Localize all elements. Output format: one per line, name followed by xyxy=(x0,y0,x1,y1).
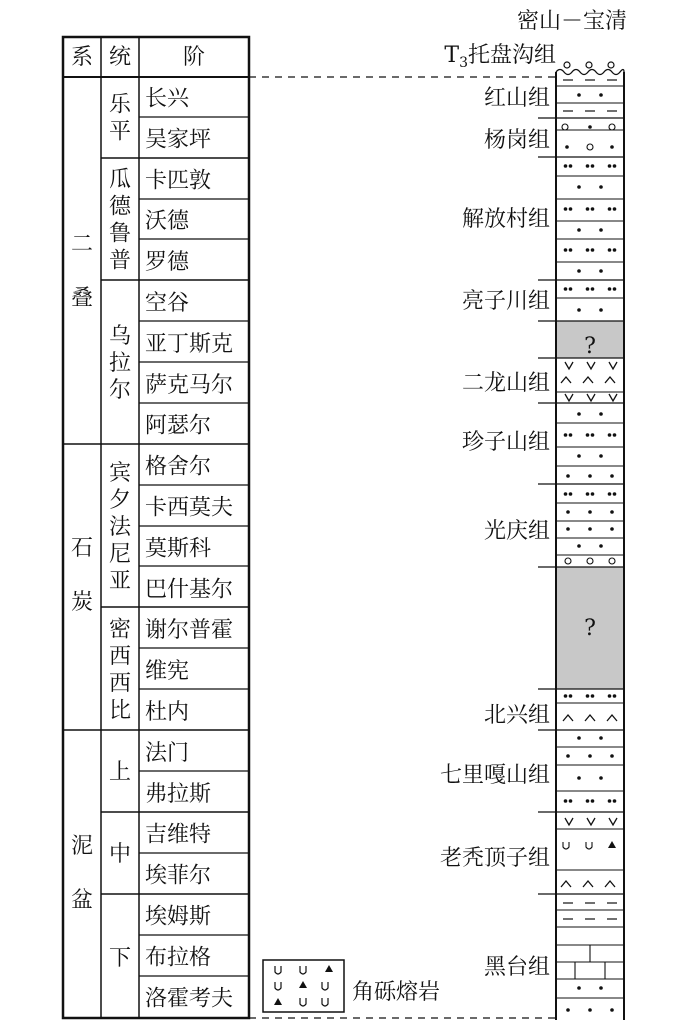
system-devonian-char: 泥 xyxy=(70,834,94,859)
pattern-caret xyxy=(605,881,615,887)
top-formation-name: 托盘沟组 xyxy=(467,43,556,68)
column-top-pebbles xyxy=(564,62,614,68)
stage-label: 谢尔普霍 xyxy=(145,618,234,644)
pattern-dot xyxy=(613,287,617,291)
pattern-dot xyxy=(564,492,568,496)
series-pennsylvanian-char: 宾 xyxy=(108,461,132,486)
pattern-dot xyxy=(586,694,590,698)
pattern-dot xyxy=(569,207,573,211)
system-carboniferous-char: 石 xyxy=(70,536,94,561)
pattern-dot xyxy=(591,207,595,211)
pattern-vee xyxy=(565,818,573,825)
top-formation-t: T xyxy=(444,43,460,68)
pebble-1 xyxy=(564,62,570,68)
pattern-dot xyxy=(613,492,617,496)
system-carboniferous-char: 炭 xyxy=(70,590,94,615)
stage-label: 沃德 xyxy=(145,209,190,235)
system-permian-char: 二 xyxy=(70,232,94,257)
pattern-dot xyxy=(610,754,614,758)
stage-label: 布拉格 xyxy=(145,945,212,971)
series-upper-devonian-char: 上 xyxy=(108,760,132,785)
lithology-patterns xyxy=(561,80,617,1012)
pattern-dot xyxy=(569,492,573,496)
stage-label: 空谷 xyxy=(145,290,190,316)
pattern-dot xyxy=(569,433,573,437)
stage-label: 卡西莫夫 xyxy=(145,495,234,521)
pattern-dot xyxy=(586,799,590,803)
pattern-dot xyxy=(608,207,612,211)
pattern-dot xyxy=(564,287,568,291)
pattern-caret xyxy=(605,377,615,383)
stage-label: 莫斯科 xyxy=(145,536,212,562)
pattern-dot xyxy=(569,248,573,252)
pattern-dot xyxy=(610,510,614,514)
pattern-dot xyxy=(586,248,590,252)
pattern-u xyxy=(563,842,569,849)
pattern-dot xyxy=(613,164,617,168)
series-pennsylvanian-char: 法 xyxy=(108,515,132,540)
series-pennsylvanian-char: 尼 xyxy=(108,542,132,567)
pattern-dot xyxy=(577,185,581,189)
formation-erlongshan: 二龙山组 xyxy=(461,371,550,396)
pattern-caret xyxy=(583,377,593,383)
pattern-dot xyxy=(577,228,581,232)
pattern-dot xyxy=(608,433,612,437)
pattern-dot xyxy=(591,248,595,252)
pattern-dot xyxy=(588,1008,592,1012)
pattern-dot xyxy=(591,694,595,698)
pattern-dot xyxy=(586,207,590,211)
pattern-dot xyxy=(599,736,603,740)
pattern-dot xyxy=(569,164,573,168)
stage-label: 洛霍考夫 xyxy=(145,986,234,1012)
legend-label: 角砾熔岩 xyxy=(352,980,441,1005)
pattern-dot xyxy=(577,986,581,990)
series-middle-devonian-char: 中 xyxy=(108,842,132,867)
series-mississippian-char: 比 xyxy=(108,698,132,724)
series-guadalupian-char: 普 xyxy=(108,248,132,274)
pattern-vee xyxy=(587,818,595,825)
pattern-caret xyxy=(561,377,571,383)
pattern-dot xyxy=(564,248,568,252)
pattern-dot xyxy=(591,492,595,496)
series-mississippian-char: 西 xyxy=(108,671,132,697)
stage-label: 杜内 xyxy=(145,699,190,725)
formation-labels xyxy=(440,86,624,980)
pattern-dot xyxy=(588,474,592,478)
series-guadalupian-char: 瓜 xyxy=(108,167,132,193)
pattern-dot xyxy=(610,527,614,531)
pattern-dot xyxy=(613,694,617,698)
pattern-dot xyxy=(610,474,614,478)
stage-label: 吉维特 xyxy=(145,822,212,848)
pattern-dot xyxy=(564,164,568,168)
stage-labels xyxy=(145,86,233,1011)
lithologic-column xyxy=(556,80,624,1012)
series-lopingian-char: 平 xyxy=(108,119,132,145)
series-pennsylvanian-char: 亚 xyxy=(108,569,132,594)
pattern-dot xyxy=(599,776,603,780)
pattern-vee xyxy=(609,362,617,369)
pattern-dot xyxy=(566,510,570,514)
pattern-dot xyxy=(565,145,569,149)
pattern-vee xyxy=(609,818,617,825)
pattern-dot xyxy=(591,433,595,437)
header-series: 统 xyxy=(108,45,132,70)
stage-label: 卡匹敦 xyxy=(145,168,212,194)
series-lower-devonian-char: 下 xyxy=(108,946,132,971)
series-cisuralian-char: 拉 xyxy=(108,351,132,376)
pattern-dot xyxy=(613,433,617,437)
formation-jiefangcun: 解放村组 xyxy=(461,207,550,232)
pattern-vee xyxy=(565,394,573,401)
formation-hongshan: 红山组 xyxy=(483,86,550,111)
pattern-triangle xyxy=(608,841,616,848)
formation-gap-2: ? xyxy=(584,616,596,641)
pattern-dot xyxy=(588,754,592,758)
legend xyxy=(263,960,440,1012)
stage-label: 长兴 xyxy=(145,86,190,112)
pattern-pebble xyxy=(587,558,593,564)
pattern-dot xyxy=(613,207,617,211)
pattern-dot xyxy=(577,736,581,740)
stage-label: 维宪 xyxy=(145,659,190,685)
pattern-dot xyxy=(588,125,592,129)
series-pennsylvanian-char: 夕 xyxy=(108,488,132,513)
pattern-dot xyxy=(577,308,581,312)
pattern-dot xyxy=(577,93,581,97)
system-labels xyxy=(71,232,93,913)
formation-laotudingzi: 老秃顶子组 xyxy=(439,846,550,871)
pattern-dot xyxy=(599,228,603,232)
header-stage: 阶 xyxy=(182,45,206,70)
pattern-dot xyxy=(599,308,603,312)
pattern-dot xyxy=(591,287,595,291)
top-formation-subscript: 3 xyxy=(459,55,468,71)
formation-heitai: 黑台组 xyxy=(483,955,550,980)
pattern-dot xyxy=(577,412,581,416)
column-wavy-top xyxy=(556,70,624,75)
pattern-dot xyxy=(610,1008,614,1012)
pattern-dot xyxy=(566,1008,570,1012)
pattern-dot xyxy=(566,474,570,478)
pattern-dot xyxy=(591,799,595,803)
stage-label: 阿瑟尔 xyxy=(145,413,212,439)
pattern-dot xyxy=(599,986,603,990)
pattern-dot xyxy=(591,164,595,168)
pattern-vee xyxy=(587,394,595,401)
pattern-dot xyxy=(577,269,581,273)
stage-label: 弗拉斯 xyxy=(145,781,212,807)
pattern-pebble xyxy=(565,558,571,564)
pattern-dot xyxy=(564,433,568,437)
pattern-dot xyxy=(586,287,590,291)
section-title: 密山－宝清 xyxy=(516,9,628,34)
stage-label: 格舍尔 xyxy=(145,454,212,480)
pattern-caret xyxy=(561,881,571,887)
pattern-dot xyxy=(569,799,573,803)
system-devonian-char: 盆 xyxy=(70,888,94,913)
formation-zhenzishan: 珍子山组 xyxy=(461,430,550,455)
pattern-dot xyxy=(564,207,568,211)
pattern-vee xyxy=(565,362,573,369)
pattern-caret xyxy=(583,881,593,887)
pattern-dot xyxy=(610,145,614,149)
formation-qiligashan: 七里嘎山组 xyxy=(439,763,550,788)
pattern-u xyxy=(586,842,592,849)
series-labels xyxy=(109,93,132,972)
formation-yanggang: 杨岗组 xyxy=(483,128,550,153)
pattern-dot xyxy=(586,164,590,168)
pebble-2 xyxy=(586,62,592,68)
series-mississippian-char: 西 xyxy=(108,644,132,670)
pattern-dot xyxy=(608,287,612,291)
formation-beixing: 北兴组 xyxy=(483,703,550,728)
pattern-caret xyxy=(607,715,617,721)
pattern-vee xyxy=(609,394,617,401)
series-lopingian-char: 乐 xyxy=(108,92,132,118)
pattern-dot xyxy=(613,248,617,252)
pattern-dot xyxy=(586,433,590,437)
pattern-dot xyxy=(588,527,592,531)
stage-label: 萨克马尔 xyxy=(145,372,234,398)
pattern-dot xyxy=(599,93,603,97)
pattern-dot xyxy=(608,799,612,803)
pattern-dot xyxy=(569,287,573,291)
pattern-vee xyxy=(587,362,595,369)
pattern-dot xyxy=(599,544,603,548)
pattern-dot xyxy=(608,492,612,496)
pattern-caret xyxy=(563,715,573,721)
bed-lines xyxy=(556,86,624,998)
pattern-pebble xyxy=(562,124,568,130)
stage-label: 罗德 xyxy=(145,250,190,276)
stage-label: 吴家坪 xyxy=(145,127,212,153)
pattern-dot xyxy=(577,776,581,780)
pattern-dot xyxy=(564,694,568,698)
pattern-dot xyxy=(613,799,617,803)
pebble-3 xyxy=(608,62,614,68)
series-mississippian-char: 密 xyxy=(108,617,132,643)
pattern-pebble xyxy=(609,558,615,564)
series-cisuralian-char: 乌 xyxy=(108,324,132,349)
pattern-pebble xyxy=(587,144,593,150)
pattern-dot xyxy=(608,164,612,168)
stage-label: 巴什基尔 xyxy=(145,577,234,603)
series-cisuralian-char: 尔 xyxy=(108,378,132,403)
pattern-dot xyxy=(599,269,603,273)
top-formation-prefix xyxy=(444,43,468,71)
system-permian-char: 叠 xyxy=(70,286,94,311)
stage-label: 埃姆斯 xyxy=(145,904,212,930)
header-system: 系 xyxy=(70,45,94,70)
stage-label: 法门 xyxy=(145,740,190,766)
pattern-dot xyxy=(599,185,603,189)
pattern-dot xyxy=(588,510,592,514)
formation-liangzichuan: 亮子川组 xyxy=(461,289,550,314)
pattern-dot xyxy=(608,694,612,698)
pattern-caret xyxy=(585,715,595,721)
pattern-dot xyxy=(586,492,590,496)
pattern-pebble xyxy=(609,124,615,130)
series-guadalupian-char: 鲁 xyxy=(108,221,132,247)
pattern-dot xyxy=(566,527,570,531)
pattern-dot xyxy=(569,694,573,698)
pattern-dot xyxy=(566,754,570,758)
pattern-dot xyxy=(599,412,603,416)
formation-gap-1: ? xyxy=(584,334,596,359)
series-guadalupian-char: 德 xyxy=(108,194,132,220)
stage-label: 亚丁斯克 xyxy=(145,331,234,357)
pattern-dot xyxy=(577,454,581,458)
pattern-dot xyxy=(599,454,603,458)
pattern-dot xyxy=(577,544,581,548)
pattern-dot xyxy=(608,248,612,252)
pattern-dot xyxy=(564,799,568,803)
stage-label: 埃菲尔 xyxy=(145,863,212,889)
formation-guangqing: 光庆组 xyxy=(483,519,550,544)
